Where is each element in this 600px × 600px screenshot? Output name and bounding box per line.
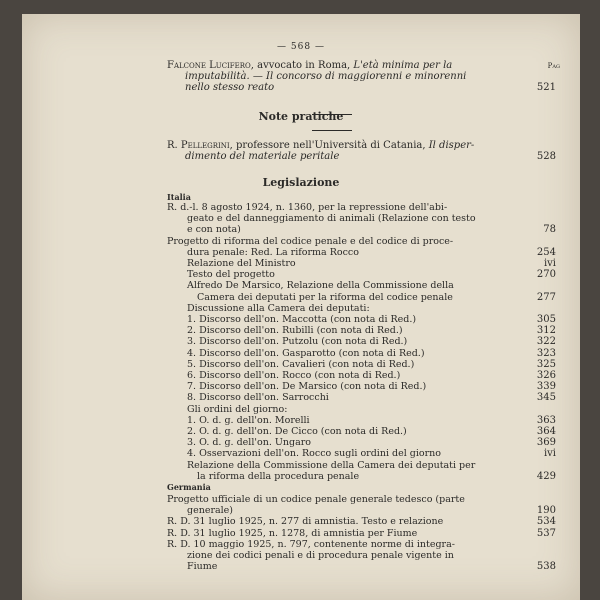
italia-entry-line: e con nota) xyxy=(187,224,241,236)
doctrine-page: 521 xyxy=(536,82,556,93)
germania-entry-line: Progetto ufficiale di un codice penale generale tedesco (parte xyxy=(167,494,465,505)
note-pratiche-entry xyxy=(167,140,475,162)
italia-page-number: 364 xyxy=(536,426,556,437)
italia-entry-line: Relazione della Commissione della Camera dei deputati per xyxy=(187,459,476,471)
germania-entry-line: Fiume xyxy=(187,561,218,573)
italia-entry-line: 6. Discorso dell'on. Rocco (con nota di Red.) xyxy=(187,370,401,381)
italia-entry-line: Gli ordini del giorno: xyxy=(187,403,288,415)
italia-entry-line: 1. O. d. g. dell'on. Morelli xyxy=(187,414,310,426)
germania-page-number: 534 xyxy=(536,516,556,528)
country-italia: Italia xyxy=(167,192,191,202)
italia-entry-line: geato e del danneggiamento di animali (Relazione con testo xyxy=(187,213,476,225)
italia-page-number: 322 xyxy=(536,336,556,348)
doctrine-title-c: nello stesso reato xyxy=(185,82,275,93)
italia-entry-line: 4. Discorso dell'on. Gasparotto (con nota di Red.) xyxy=(187,347,425,359)
pag-column-label: Pag xyxy=(547,62,560,70)
italia-page-number: 254 xyxy=(536,246,556,258)
note-page: 528 xyxy=(536,151,556,162)
italia-page-number: 339 xyxy=(536,381,556,393)
note-pratiche-heading: Note pratiche xyxy=(258,110,344,123)
note-affiliation: , professore nell'Università di Catania, xyxy=(229,140,429,151)
doctrine-entry xyxy=(167,60,467,93)
italia-entry-line: Alfredo De Marsico, Relazione della Commissione della xyxy=(187,280,454,292)
italia-page-number: ivi xyxy=(543,258,556,269)
germania-page-number: 538 xyxy=(536,561,556,573)
germania-page-number: 190 xyxy=(536,505,556,517)
italia-page-number: 369 xyxy=(536,437,556,449)
country-germania: Germania xyxy=(167,482,211,492)
italia-page-number: 270 xyxy=(536,269,556,281)
italia-entry-line: 3. Discorso dell'on. Putzolu (con nota di Red.) xyxy=(187,336,408,348)
italia-page-number: 325 xyxy=(536,358,556,370)
page-number: — 568 — xyxy=(277,42,325,52)
italia-page-number: 78 xyxy=(543,224,556,236)
italia-entry-line: 7. Discorso dell'on. De Marsico (con nota di Red.) xyxy=(187,381,427,393)
italia-page-number: 277 xyxy=(536,291,556,303)
italia-entry-line: Relazione del Ministro xyxy=(187,258,296,269)
germania-entry-line: generale) xyxy=(187,505,234,517)
italia-entry-line: Progetto di riforma del codice penale e del codice di proce- xyxy=(167,235,454,247)
italia-entry-line: R. d.-l. 8 agosto 1924, n. 1360, per la repressione dell'abi- xyxy=(167,202,448,213)
doctrine-affiliation: , avvocato in Roma, xyxy=(250,60,354,71)
germania-entry-line: R. D. 31 luglio 1925, n. 277 di amnistia. Testo e relazione xyxy=(167,516,444,528)
italia-entry-line: 2. Discorso dell'on. Rubilli (con nota di Red.) xyxy=(187,325,403,337)
doctrine-title-b: imputabilità. — Il concorso di maggiorenni e minorenni xyxy=(185,71,467,82)
italia-page-number: 305 xyxy=(536,314,556,325)
document-page xyxy=(22,14,580,600)
italia-entry-line: 4. Osservazioni dell'on. Rocco sugli ordini del giorno xyxy=(187,448,441,460)
germania-entry-line: R. D. 31 luglio 1925, n. 1278, di amnistia per Fiume xyxy=(167,527,418,539)
legislazione-heading: Legislazione xyxy=(262,176,340,189)
germania-page-number: 537 xyxy=(536,527,556,539)
germania-entry-line: R. D. 10 maggio 1925, n. 797, contenente norme di integra- xyxy=(167,538,455,550)
divider xyxy=(312,130,352,131)
italia-entry-line: 1. Discorso dell'on. Maccotta (con nota di Red.) xyxy=(187,314,417,325)
italia-page-number: 323 xyxy=(536,347,556,359)
note-title-a: Il disper- xyxy=(428,140,475,151)
italia-page-number: 363 xyxy=(536,414,556,426)
italia-page-number: ivi xyxy=(543,448,556,460)
italia-entry-line: la riforma della procedura penale xyxy=(197,470,360,482)
italia-entry-line: Camera dei deputati per la riforma del codice penale xyxy=(197,291,453,303)
note-title-b: dimento del materiale peritale xyxy=(185,151,340,162)
italia-entry-line: 2. O. d. g. dell'on. De Cicco (con nota di Red.) xyxy=(187,426,407,437)
italia-page-number: 326 xyxy=(536,370,556,381)
doctrine-author: Falcone Lucifero xyxy=(167,60,251,71)
italia-entry-line: 3. O. d. g. dell'on. Ungaro xyxy=(187,437,311,449)
note-author: R. Pellegrini xyxy=(167,140,230,151)
italia-page-number: 312 xyxy=(536,325,556,337)
italia-entry-line: 8. Discorso dell'on. Sarrocchi xyxy=(187,392,329,404)
germania-entry-line: zione dei codici penali e di procedura penale vigente in xyxy=(187,550,454,561)
doctrine-title-a: L'età minima per la xyxy=(353,60,453,71)
italia-entry-line: 5. Discorso dell'on. Cavalieri (con nota di Red.) xyxy=(187,358,415,370)
italia-entry-line: Discussione alla Camera dei deputati: xyxy=(187,302,370,314)
italia-page-number: 429 xyxy=(536,470,556,482)
italia-entry-line: dura penale: Red. La riforma Rocco xyxy=(187,246,359,258)
italia-entry-line: Testo del progetto xyxy=(187,269,275,281)
italia-page-number: 345 xyxy=(536,392,556,404)
